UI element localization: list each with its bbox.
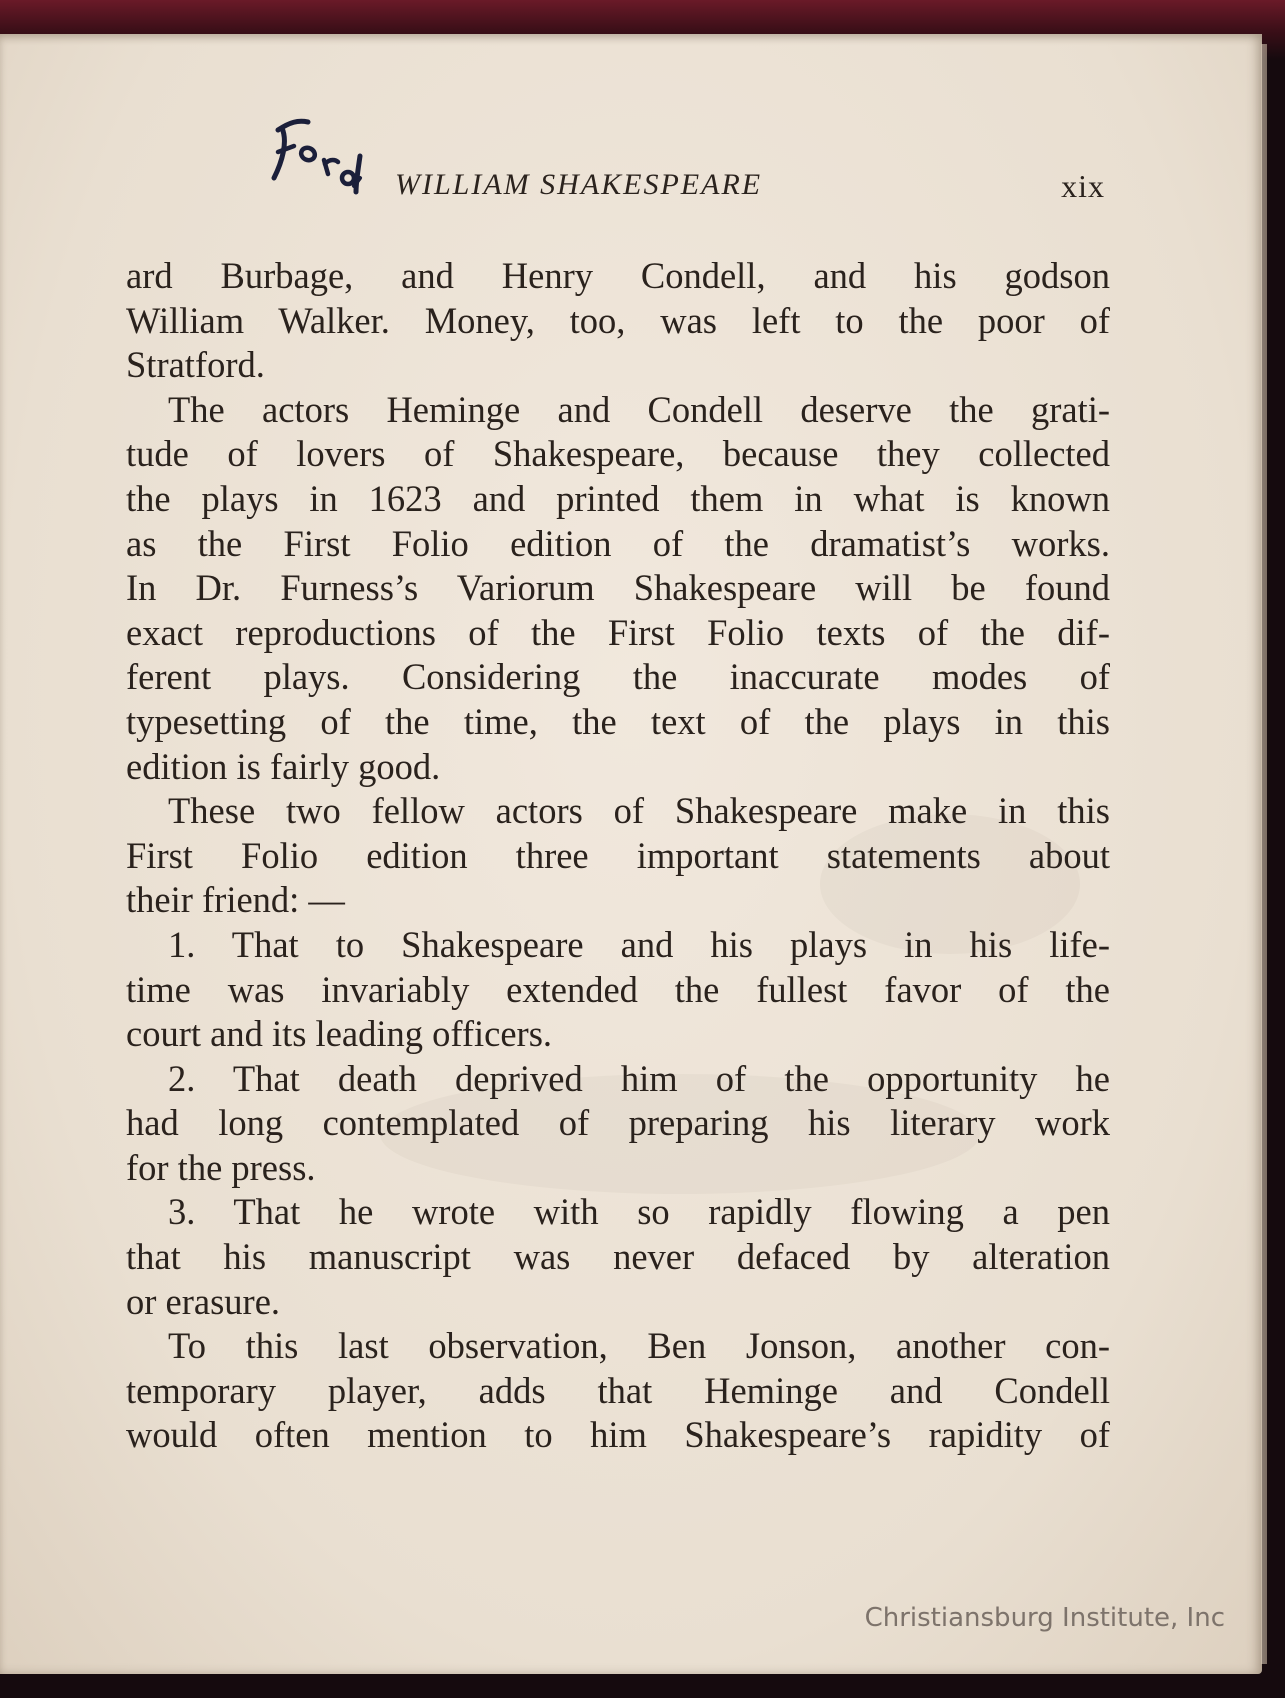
text-line: ard Burbage, and Henry Condell, and his godson	[126, 255, 1110, 296]
text-line: 3. That he wrote with so rapidly flowing a pen	[168, 1191, 1110, 1233]
text-line: would often mention to him Shakespeare’s rapidity of	[126, 1414, 1110, 1456]
watermark: Christiansburg Institute, Inc	[864, 1603, 1225, 1633]
text-line: 2. That death deprived him of the opportunity he	[168, 1057, 1110, 1099]
text-line: ferent plays. Considering the inaccurate modes of	[126, 656, 1110, 698]
text-line: First Folio edition three important statements about	[126, 834, 1110, 876]
text-line: court and its leading officers.	[126, 1013, 553, 1055]
text-line: The actors Heminge and Condell deserve the grati-	[168, 388, 1110, 430]
text-line: William Walker. Money, too, was left to the poor of	[126, 299, 1110, 341]
text-line: for the press.	[126, 1146, 316, 1188]
text-line: temporary player, adds that Heminge and Condell	[126, 1369, 1110, 1411]
text-line: Stratford.	[126, 344, 265, 386]
text-line: exact reproductions of the First Folio texts of the dif-	[126, 611, 1110, 653]
text-line: 1. That to Shakespeare and his plays in his life-	[168, 923, 1110, 965]
text-line: that his manuscript was never defaced by alteration	[126, 1236, 1110, 1278]
text-line: as the First Folio edition of the dramatist’s works.	[126, 522, 1110, 564]
text-line: time was invariably extended the fullest favor of the	[126, 968, 1110, 1010]
body-text	[126, 254, 1110, 1458]
text-line: edition is fairly good.	[126, 745, 441, 787]
text-line: tude of lovers of Shakespeare, because they collected	[126, 433, 1110, 475]
text-line: typesetting of the time, the text of the plays in this	[126, 700, 1110, 742]
text-line: the plays in 1623 and printed them in what is known	[126, 477, 1110, 519]
text-line: or erasure.	[126, 1280, 281, 1322]
text-line: In Dr. Furness’s Variorum Shakespeare will be found	[126, 567, 1110, 609]
page-edge	[1261, 44, 1267, 1664]
handwritten-ford-icon	[268, 112, 386, 202]
text-line: To this last observation, Ben Jonson, another con-	[168, 1325, 1110, 1367]
running-title: WILLIAM SHAKESPEARE	[395, 168, 763, 201]
text-line: had long contemplated of preparing his literary work	[126, 1102, 1110, 1144]
page-number: xix	[1061, 168, 1105, 204]
handwritten-signature	[268, 112, 386, 202]
text-line: These two fellow actors of Shakespeare make in this	[168, 790, 1110, 832]
running-header	[395, 168, 1105, 212]
text-line: their friend: —	[126, 879, 345, 921]
